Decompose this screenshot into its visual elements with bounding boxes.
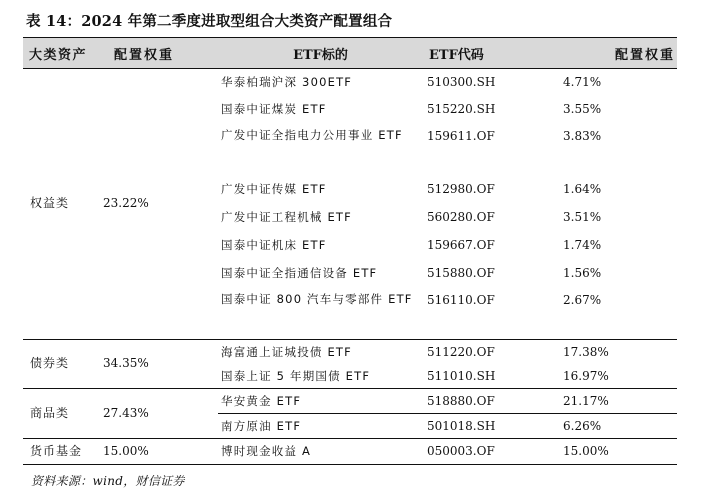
etf-name-cell: 南方原油 ETF <box>218 413 423 438</box>
etf-code-cell: 159611.OF <box>427 129 495 143</box>
etf-weight-cell: 2.67% <box>563 287 677 339</box>
etf-code-cell: 050003.OF <box>423 438 563 464</box>
asset-class-cell: 权益类 <box>23 69 103 340</box>
etf-weight-cell: 1.64% <box>563 181 602 196</box>
etf-code-cell: 560280.OF <box>427 209 495 224</box>
etf-code-cell: 512980.OF <box>427 181 495 196</box>
etf-code-cell: 510300.SH <box>427 75 496 89</box>
allocation-weight-cell: 27.43% <box>103 388 218 438</box>
etf-weight-cell: 1.56% <box>563 265 602 280</box>
etf-weight-cell: 3.55% <box>563 102 602 116</box>
source-note: 资料来源：wind，财信证券 <box>31 474 185 488</box>
etf-weight-cell: 3.83% <box>563 129 602 143</box>
etf-name-cell: 国泰中证机床 ETF <box>221 237 327 252</box>
etf-name-cell: 广发中证传媒 ETF <box>221 181 327 196</box>
etf-code-cell: 518880.OF <box>423 388 563 413</box>
table-body <box>23 69 677 465</box>
allocation-weight-cell: 23.22% <box>103 69 218 340</box>
allocation-table <box>23 37 677 465</box>
etf-code-cell: 501018.SH <box>423 413 563 438</box>
etf-code-cell: 511010.SH <box>423 364 563 389</box>
etf-name-cell: 国泰上证 5 年期国债 ETF <box>218 364 423 389</box>
header-asset-class: 大类资产 <box>23 38 103 69</box>
etf-name-cell: 国泰中证全指通信设备 ETF <box>221 265 378 280</box>
asset-class-cell: 商品类 <box>23 388 103 438</box>
etf-code-cell: 511220.OF <box>427 344 495 359</box>
etf-weight-cell: 3.51% <box>563 209 602 224</box>
etf-weight-cell: 4.71% <box>563 75 602 89</box>
allocation-weight-cell: 15.00% <box>103 438 218 464</box>
asset-class-cell: 债券类 <box>23 339 103 388</box>
allocation-weight-cell: 34.35% <box>103 339 218 388</box>
etf-name-cell: 海富通上证城投债 ETF <box>221 344 352 359</box>
etf-name-cell <box>218 123 423 175</box>
etf-weight-cell: 15.00% <box>563 438 677 464</box>
table-row <box>23 388 677 413</box>
etf-name-cell <box>218 287 423 339</box>
etf-name-cell: 广发中证工程机械 ETF <box>221 209 352 224</box>
table-row <box>23 438 677 464</box>
etf-name-cell: 华泰柏瑞沪深 300ETF <box>221 75 353 89</box>
header-etf-target: ETF标的 <box>218 38 423 69</box>
etf-name-text: 广发中证全指电力公用事业 ETF <box>221 128 403 142</box>
etf-code-cell: 515220.SH <box>427 102 496 116</box>
asset-class-cell: 货币基金 <box>23 438 103 464</box>
table-caption: 表 14：2024 年第二季度进取型组合大类资产配置组合 <box>26 13 393 30</box>
etf-code-cell: 515880.OF <box>427 265 495 280</box>
etf-name-text: 国泰中证 800 汽车与零部件 ETF <box>221 292 413 306</box>
etf-weight-cell: 16.97% <box>563 364 677 389</box>
header-weight: 配置权重 <box>563 38 677 69</box>
etf-code-cell: 159667.OF <box>427 237 495 252</box>
etf-weight-cell: 21.17% <box>563 388 677 413</box>
table-header-row <box>23 38 677 69</box>
table-row <box>23 69 677 97</box>
etf-weight-cell: 1.74% <box>563 237 602 252</box>
etf-code-cell: 516110.OF <box>423 287 563 339</box>
table-row <box>23 339 677 364</box>
etf-weight-cell: 6.26% <box>563 413 677 438</box>
etf-weight-cell: 17.38% <box>563 344 609 359</box>
header-etf-code: ETF代码 <box>423 38 563 69</box>
etf-name-cell: 博时现金收益 A <box>218 438 423 464</box>
etf-name-cell: 华安黄金 ETF <box>218 388 423 413</box>
etf-name-cell: 国泰中证煤炭 ETF <box>221 102 327 116</box>
header-allocation-weight: 配置权重 <box>103 38 218 69</box>
